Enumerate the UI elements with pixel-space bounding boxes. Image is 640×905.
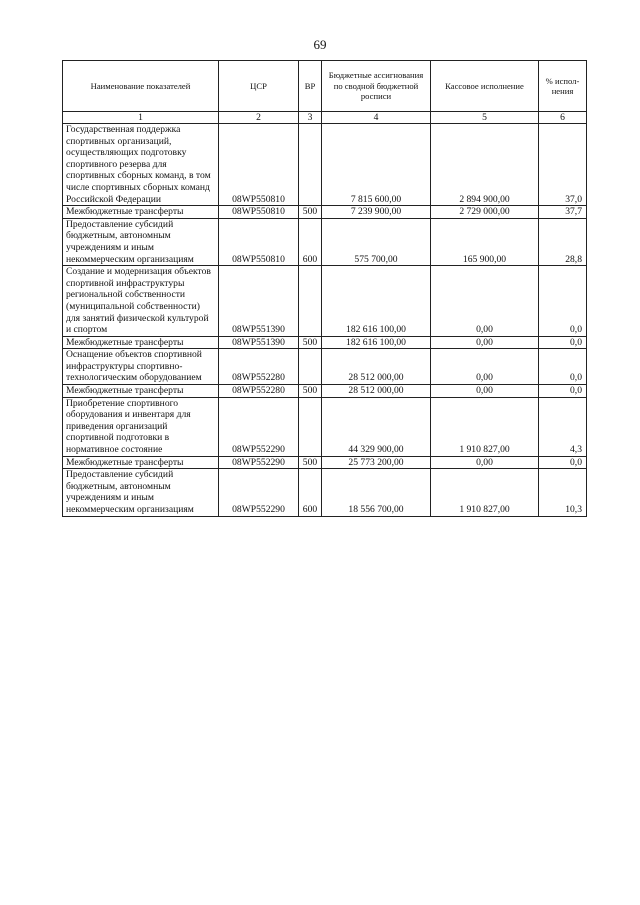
row-executed: 2 894 900,00 [431,124,539,206]
row-executed: 1 910 827,00 [431,469,539,516]
row-vr [299,124,322,206]
row-csr: 08WP552280 [219,349,299,385]
table-row [63,456,587,469]
row-name: Приобретение спортивного оборудования и инвентаря для приведения организаций спортивной подготовки в нормативное состояние [63,397,219,456]
row-executed: 0,00 [431,266,539,337]
header-execution: Кассовое исполнение [431,61,539,112]
row-csr: 08WP552280 [219,385,299,398]
row-percent: 0,0 [539,349,587,385]
column-number: 6 [539,112,587,124]
row-executed: 0,00 [431,349,539,385]
row-vr: 500 [299,206,322,219]
table-row [63,385,587,398]
row-percent: 0,0 [539,385,587,398]
row-csr: 08WP550810 [219,206,299,219]
row-assigned: 28 512 000,00 [322,385,431,398]
row-assigned: 25 773 200,00 [322,456,431,469]
row-csr: 08WP550810 [219,124,299,206]
row-percent: 37,0 [539,124,587,206]
row-name: Предоставление субсидий бюджетным, автономным учреждениям и иным некоммерческим организациям [63,218,219,265]
row-vr: 600 [299,218,322,265]
row-executed: 1 910 827,00 [431,397,539,456]
row-percent: 0,0 [539,336,587,349]
row-executed: 0,00 [431,456,539,469]
row-percent: 37,7 [539,206,587,219]
header-vr: ВР [299,61,322,112]
table-row [63,397,587,456]
row-csr: 08WP550810 [219,218,299,265]
row-percent: 0,0 [539,456,587,469]
row-assigned: 44 329 900,00 [322,397,431,456]
row-name: Межбюджетные трансферты [63,385,219,398]
row-assigned: 28 512 000,00 [322,349,431,385]
page-number: 69 [313,37,327,52]
row-executed: 2 729 000,00 [431,206,539,219]
row-executed: 0,00 [431,336,539,349]
row-name: Межбюджетные трансферты [63,206,219,219]
row-assigned: 575 700,00 [322,218,431,265]
header-name: Наименование показателей [63,61,219,112]
row-percent: 28,8 [539,218,587,265]
row-assigned: 18 556 700,00 [322,469,431,516]
row-name: Предоставление субсидий бюджетным, автономным учреждениям и иным некоммерческим организациям [63,469,219,516]
row-csr: 08WP551390 [219,336,299,349]
row-vr [299,266,322,337]
row-vr: 600 [299,469,322,516]
header-row [63,61,587,112]
column-number: 4 [322,112,431,124]
row-vr [299,349,322,385]
header-assignments: Бюджетные ассигнования по сводной бюджетной росписи [322,61,431,112]
row-name: Государственная поддержка спортивных организаций, осуществляющих подготовку спортивного резерва для спортивных сборных команд, в том числе спортивных сборных команд Российской Федерации [63,124,219,206]
row-csr: 08WP552290 [219,456,299,469]
row-vr: 500 [299,385,322,398]
row-executed: 0,00 [431,385,539,398]
table-row [63,124,587,206]
budget-execution-table [62,60,587,517]
row-assigned: 182 616 100,00 [322,336,431,349]
row-csr: 08WP552290 [219,397,299,456]
table-row [63,266,587,337]
column-number: 2 [219,112,299,124]
row-csr: 08WP551390 [219,266,299,337]
row-percent: 10,3 [539,469,587,516]
row-assigned: 7 815 600,00 [322,124,431,206]
row-percent: 4,3 [539,397,587,456]
table-row [63,469,587,516]
table-row [63,218,587,265]
row-vr [299,397,322,456]
table-row [63,349,587,385]
header-csr: ЦСР [219,61,299,112]
column-numbers-row [63,112,587,124]
row-vr: 500 [299,456,322,469]
row-assigned: 182 616 100,00 [322,266,431,337]
row-csr: 08WP552290 [219,469,299,516]
table-row [63,206,587,219]
row-name: Создание и модернизация объектов спортивной инфраструктуры региональной собственности (муниципальной собственности) для занятий физической культурой и спортом [63,266,219,337]
column-number: 3 [299,112,322,124]
column-number: 5 [431,112,539,124]
table-row [63,336,587,349]
row-assigned: 7 239 900,00 [322,206,431,219]
row-executed: 165 900,00 [431,218,539,265]
row-name: Межбюджетные трансферты [63,336,219,349]
row-percent: 0,0 [539,266,587,337]
header-percent: % испол-нения [539,61,587,112]
row-name: Межбюджетные трансферты [63,456,219,469]
column-number: 1 [63,112,219,124]
row-vr: 500 [299,336,322,349]
row-name: Оснащение объектов спортивной инфраструктуры спортивно-технологическим оборудованием [63,349,219,385]
